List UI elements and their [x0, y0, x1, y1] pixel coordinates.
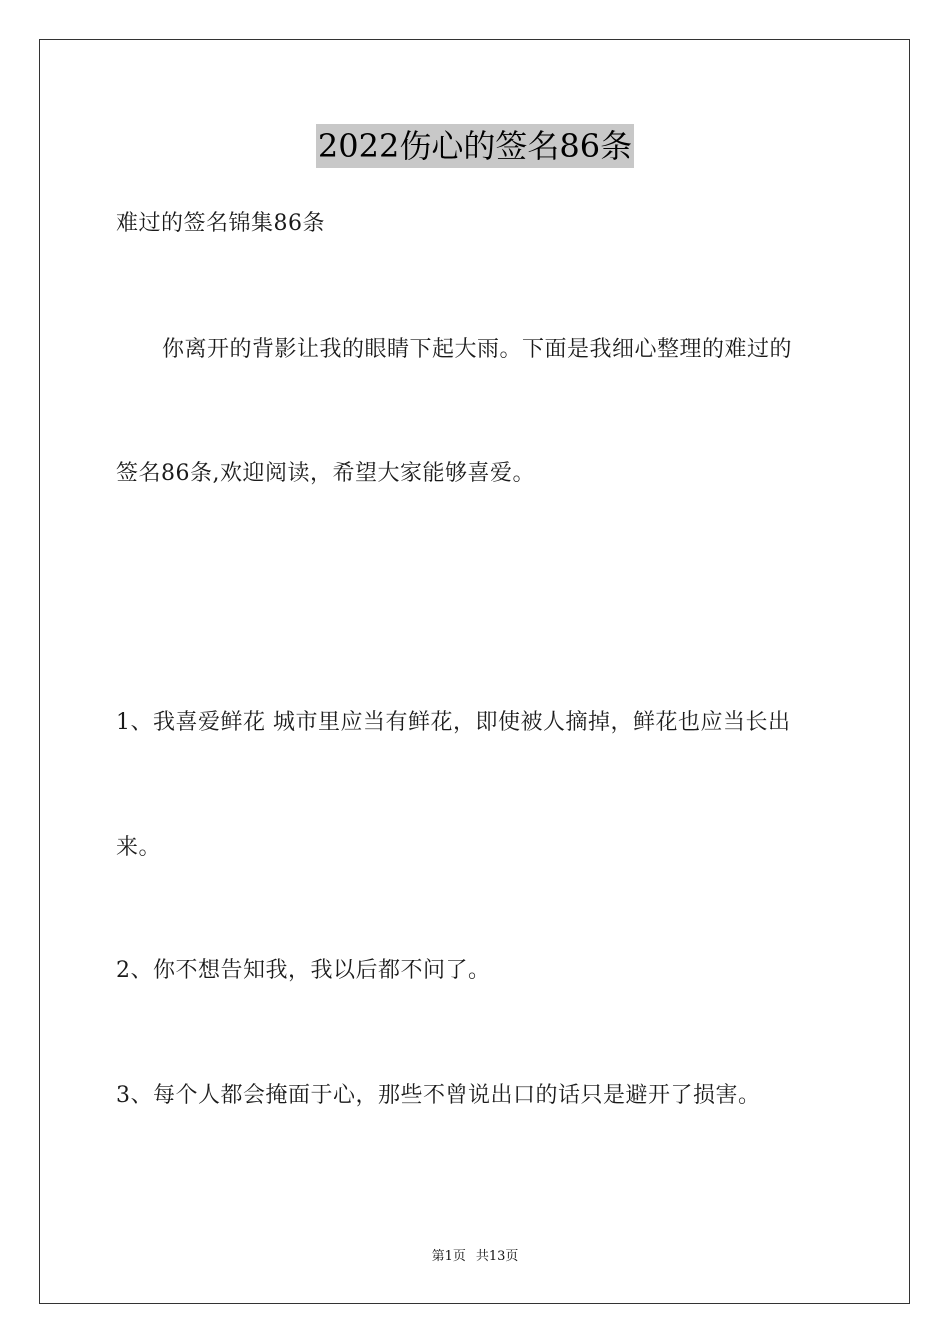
list-item-3: 3、每个人都会掩面于心，那些不曾说出口的话只是避开了损害。 — [116, 1083, 761, 1108]
page-footer — [0, 1248, 950, 1266]
document-subtitle: 难过的签名锦集86条 — [116, 211, 325, 236]
list-item-1-line-1: 1、我喜爱鲜花 城市里应当有鲜花，即使被人摘掉，鲜花也应当长出 — [116, 710, 791, 735]
intro-paragraph-line-2: 签名86条,欢迎阅读，希望大家能够喜爱。 — [116, 461, 535, 486]
title-container — [0, 124, 950, 168]
list-item-1-line-2: 来。 — [116, 835, 162, 860]
page-total: 共13页 — [475, 1249, 519, 1264]
list-item-2: 2、你不想告知我，我以后都不问了。 — [116, 958, 491, 983]
document-title: 2022伤心的签名86条 — [316, 124, 634, 168]
intro-paragraph-line-1: 你离开的背影让我的眼睛下起大雨。下面是我细心整理的难过的 — [162, 337, 793, 362]
page-number: 第1页 — [431, 1249, 466, 1264]
